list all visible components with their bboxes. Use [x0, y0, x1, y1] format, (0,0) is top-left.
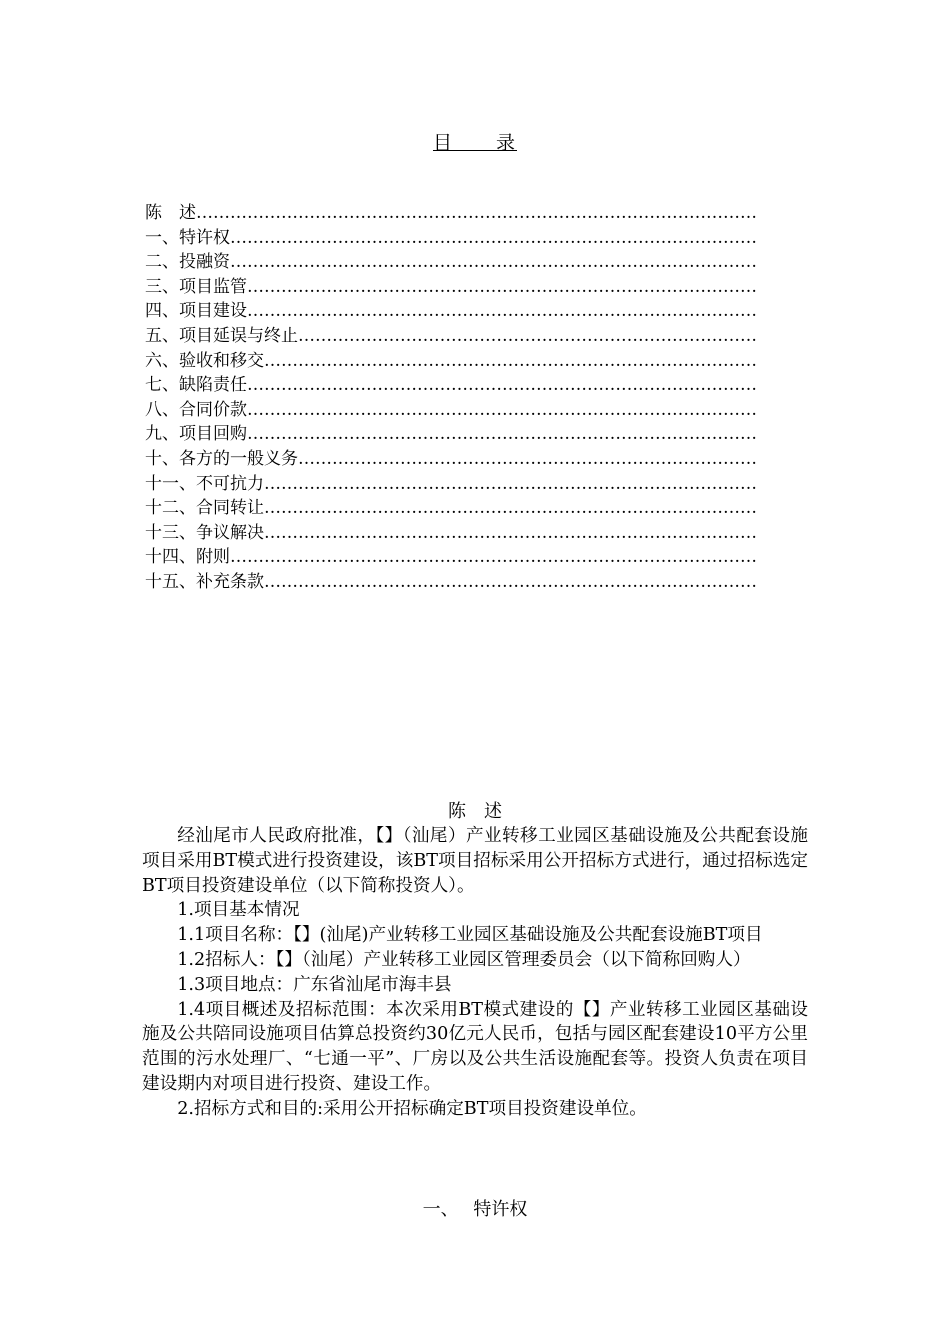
toc-title-text: 目 录	[432, 132, 517, 154]
toc-item[interactable]	[145, 373, 757, 398]
toc-item[interactable]	[145, 324, 757, 349]
statement-paragraph: 1.3项目地点：广东省汕尾市海丰县	[177, 974, 452, 995]
statement-paragraph: 1.项目基本情况	[177, 900, 300, 921]
toc-item[interactable]	[145, 299, 757, 324]
toc-item-label: 八、合同价款	[145, 399, 247, 420]
toc-item[interactable]	[145, 226, 757, 251]
toc-item-label: 六、验收和移交	[145, 350, 264, 371]
toc-item[interactable]	[145, 447, 757, 472]
toc-item[interactable]	[145, 250, 757, 275]
toc-item-label: 十二、合同转让	[145, 498, 264, 519]
toc-leader-dots	[230, 545, 757, 570]
toc-leader-dots	[230, 226, 757, 251]
toc-leader-dots	[264, 349, 757, 374]
toc-leader-dots	[196, 201, 757, 226]
statement-title: 陈 述	[448, 801, 502, 822]
section-title-franchise: 一、 特许权	[422, 1199, 528, 1220]
toc-item-label: 十一、不可抗力	[145, 473, 264, 494]
toc-item-label: 陈 述	[145, 203, 196, 223]
toc-leader-dots	[247, 299, 757, 324]
statement-paragraph: 1.4项目概述及招标范围：本次采用BT模式建设的【】产业转移工业园区基础设施及公共陪同设施项目估算总投资约30亿元人民币，包括与园区配套建设10平方公里范围的污水处理厂、“七通一平”、厂房以及公共生活设施配套等。投资人负责在项目建设期内对项目进行投资、建设工作。	[142, 999, 808, 1094]
toc-item[interactable]	[145, 349, 757, 374]
toc-item-label: 一、特许权	[145, 227, 230, 248]
toc-item[interactable]	[145, 398, 757, 423]
toc-item-label: 七、缺陷责任	[145, 375, 247, 396]
toc-item-label: 十、各方的一般义务	[145, 448, 298, 469]
table-of-contents	[145, 201, 757, 595]
toc-title	[0, 128, 950, 155]
toc-item[interactable]	[145, 201, 757, 226]
toc-item[interactable]	[145, 472, 757, 497]
toc-leader-dots	[247, 422, 757, 447]
toc-item-label: 四、项目建设	[145, 301, 247, 322]
toc-item[interactable]	[145, 496, 757, 521]
statement-paragraph: 经汕尾市人民政府批准，【】（汕尾）产业转移工业园区基础设施及公共配套设施项目采用BT模式进行投资建设，该BT项目招标采用公开招标方式进行，通过招标选定BT项目投资建设单位（以下简称投资人）。	[142, 826, 808, 896]
toc-item-label: 二、投融资	[145, 252, 230, 273]
statement-paragraph: 2.招标方式和目的:采用公开招标确定BT项目投资建设单位。	[177, 1098, 647, 1119]
toc-leader-dots	[230, 250, 757, 275]
toc-leader-dots	[264, 570, 757, 595]
statement-paragraph: 1.1项目名称：【】(汕尾)产业转移工业园区基础设施及公共配套设施BT项目	[177, 925, 763, 946]
toc-item-label: 九、项目回购	[145, 424, 247, 445]
toc-item-label: 三、项目监管	[145, 276, 247, 297]
toc-item-label: 五、项目延误与终止	[145, 325, 298, 346]
toc-leader-dots	[264, 472, 757, 497]
toc-leader-dots	[247, 398, 757, 423]
toc-leader-dots	[247, 373, 757, 398]
toc-item[interactable]	[145, 521, 757, 546]
toc-item-label: 十三、争议解决	[145, 522, 264, 543]
toc-leader-dots	[298, 447, 757, 472]
statement-body	[142, 824, 808, 1122]
toc-item[interactable]	[145, 570, 757, 595]
toc-leader-dots	[247, 275, 757, 300]
toc-item[interactable]	[145, 545, 757, 570]
toc-item[interactable]	[145, 275, 757, 300]
toc-leader-dots	[264, 496, 757, 521]
toc-item-label: 十四、附则	[145, 547, 230, 568]
toc-leader-dots	[298, 324, 757, 349]
toc-leader-dots	[264, 521, 757, 546]
statement-paragraph: 1.2招标人：【】（汕尾）产业转移工业园区管理委员会（以下简称回购人）	[177, 949, 751, 970]
toc-item-label: 十五、补充条款	[145, 571, 264, 592]
toc-item[interactable]	[145, 422, 757, 447]
